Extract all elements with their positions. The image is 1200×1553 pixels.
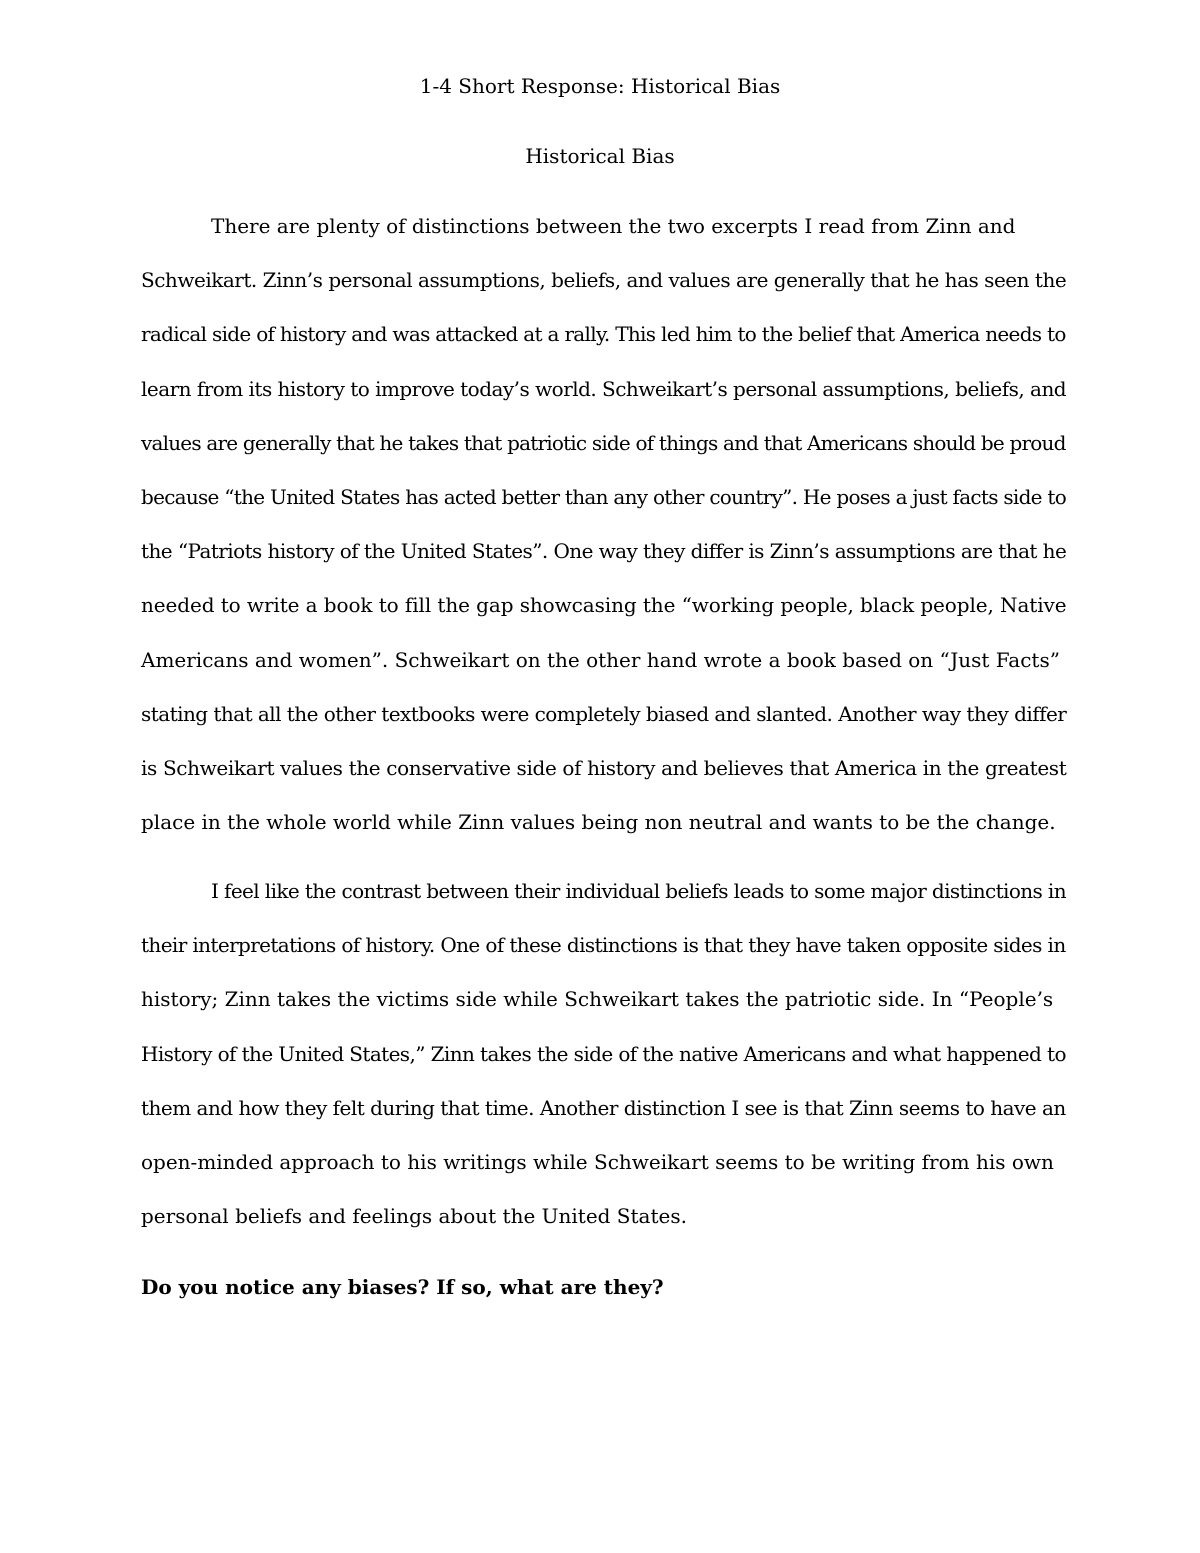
paragraph-line: I feel like the contrast between their individual beliefs leads to some major distinctions in bbox=[211, 879, 1066, 903]
paragraph-line: learn from its history to improve today’s world. Schweikart’s personal assumptions, beliefs, and bbox=[141, 377, 1067, 401]
paragraph-line: There are plenty of distinctions between the two excerpts I read from Zinn and bbox=[211, 214, 1016, 238]
paragraph-line: their interpretations of history. One of these distinctions is that they have taken opposite sides in bbox=[141, 933, 1066, 957]
paragraph-line: radical side of history and was attacked at a rally. This led him to the belief that America needs to bbox=[141, 322, 1066, 346]
paragraph-line: Americans and women”. Schweikart on the other hand wrote a book based on “Just Facts” bbox=[141, 648, 1060, 672]
paragraph-line: history; Zinn takes the victims side while Schweikart takes the patriotic side. In “People’s bbox=[141, 987, 1054, 1011]
question-heading: Do you notice any biases? If so, what are they? bbox=[141, 1275, 664, 1299]
paragraph-line: the “Patriots history of the United States”. One way they differ is Zinn’s assumptions are that he bbox=[141, 539, 1067, 563]
paragraph-line: place in the whole world while Zinn values being non neutral and wants to be the change. bbox=[141, 810, 1056, 834]
paragraph-line: needed to write a book to fill the gap showcasing the “working people, black people, Native bbox=[141, 593, 1067, 617]
paragraph-line: values are generally that he takes that patriotic side of things and that Americans should be proud bbox=[141, 431, 1066, 455]
paragraph-line: personal beliefs and feelings about the United States. bbox=[141, 1204, 687, 1228]
paragraph-line: because “the United States has acted better than any other country”. He poses a just facts side to bbox=[141, 485, 1067, 509]
paragraph-line: open-minded approach to his writings while Schweikart seems to be writing from his own bbox=[141, 1150, 1054, 1174]
paragraph-line: is Schweikart values the conservative side of history and believes that America in the greatest bbox=[141, 756, 1067, 780]
essay-heading: Historical Bias bbox=[525, 144, 675, 168]
paragraph-line: them and how they felt during that time. Another distinction I see is that Zinn seems to have an bbox=[141, 1096, 1066, 1120]
document-title: 1-4 Short Response: Historical Bias bbox=[419, 74, 781, 98]
paragraph-line: History of the United States,” Zinn takes the side of the native Americans and what happened to bbox=[141, 1042, 1066, 1066]
paragraph-line: stating that all the other textbooks were completely biased and slanted. Another way they differ bbox=[141, 702, 1067, 726]
paragraph-line: Schweikart. Zinn’s personal assumptions, beliefs, and values are generally that he has seen the bbox=[141, 268, 1067, 292]
